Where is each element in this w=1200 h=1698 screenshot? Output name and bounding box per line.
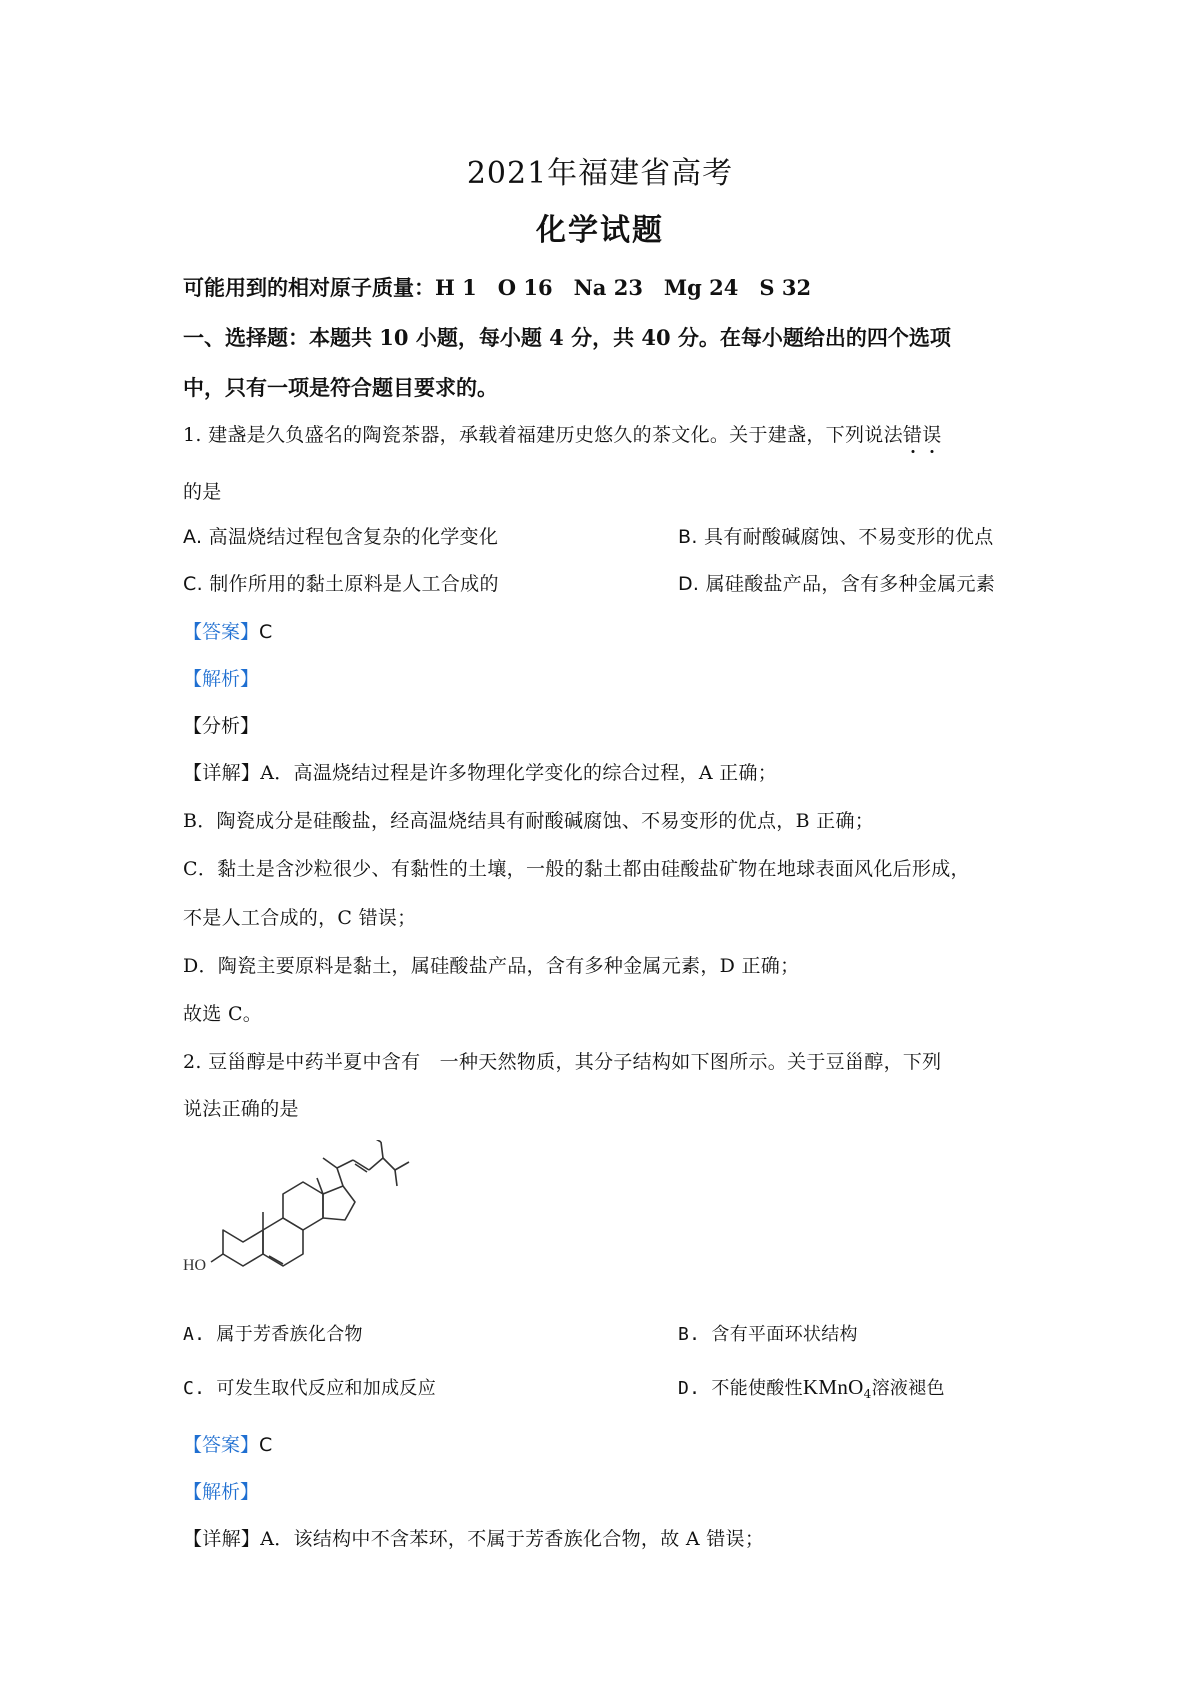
q1-emphasis-char-2: 误 <box>922 424 942 446</box>
q2-stem-line1: 2. 豆甾醇是中药半夏中含有 一种天然物质，其分子结构如下图所示。关于豆甾醇，下列 <box>183 1051 942 1073</box>
kmno4-subscript: 4 <box>863 1387 872 1401</box>
q2-stem-line2: 说法正确的是 <box>183 1098 299 1120</box>
analysis-tag: 【解析】 <box>183 668 260 690</box>
answer-tag: 【答案】 <box>183 1434 260 1456</box>
page-subtitle: 化学试题 <box>536 213 664 248</box>
q1-stem-line2: 的是 <box>183 481 222 503</box>
q1-detail-d: D．陶瓷主要原料是黏土，属硅酸盐产品，含有多种金属元素，D 正确； <box>183 955 800 977</box>
answer-tag: 【答案】 <box>183 621 260 643</box>
q2-option-d: D. 不能使酸性KMnO$_4$溶液褪色 <box>678 1375 945 1401</box>
section-heading-line2: 中，只有一项是符合题目要求的。 <box>183 375 498 400</box>
fenxi-tag: 【分析】 <box>183 715 260 737</box>
q1-option-d: D. 属硅酸盐产品，含有多种金属元素 <box>678 573 996 595</box>
kmno4-formula: KMnO <box>802 1375 864 1399</box>
q1-option-b: B. 具有耐酸碱腐蚀、不易变形的优点 <box>678 526 994 548</box>
q1-detail-a: 【详解】A．高温烧结过程是许多物理化学变化的综合过程，A 正确； <box>183 762 778 784</box>
q2-option-c: C. 可发生取代反应和加成反应 <box>183 1378 437 1399</box>
q1-option-a: A. 高温烧结过程包含复杂的化学变化 <box>183 526 499 548</box>
q1-emphasis-char-1: 错 <box>902 424 923 446</box>
q1-conclusion: 故选 C。 <box>183 1003 263 1025</box>
ring-b <box>263 1218 303 1266</box>
q1-detail-b: B．陶瓷成分是硅酸盐，经高温烧结具有耐酸碱腐蚀、不易变形的优点，B 正确； <box>183 810 875 832</box>
answer-value: C <box>259 1434 273 1456</box>
detail-tag: 【详解】 <box>183 1528 261 1550</box>
ho-label: HO <box>183 1257 207 1274</box>
q2-option-a: A. 属于芳香族化合物 <box>183 1324 363 1345</box>
page-title: 2021年福建省高考 <box>466 156 734 191</box>
detail-tag: 【详解】 <box>183 762 261 784</box>
answer-value: C <box>259 621 273 643</box>
q1-detail-c2: 不是人工合成的，C 错误； <box>183 907 417 929</box>
q1-answer-line <box>183 617 272 644</box>
ring-c <box>283 1182 323 1230</box>
atomic-masses: 可能用到的相对原子质量：H 1 O 16 Na 23 Mg 24 S 32 <box>183 275 812 300</box>
q1-stem-text: 1. 建盏是久负盛名的陶瓷茶器，承载着福建历史悠久的茶文化。关于建盏，下列说法 <box>183 424 903 446</box>
ring-d <box>323 1186 355 1220</box>
q1-stem-line1 <box>183 420 942 447</box>
analysis-tag: 【解析】 <box>183 1481 260 1503</box>
section-heading-line1: 一、选择题：本题共 10 小题，每小题 4 分，共 40 分。在每小题给出的四个选项 <box>183 325 951 350</box>
q2-detail-a: 【详解】A．该结构中不含苯环，不属于芳香族化合物，故 A 错误； <box>183 1528 765 1550</box>
ring-a <box>223 1230 263 1266</box>
molecule-diagram <box>183 1140 433 1305</box>
q1-detail-c1: C．黏土是含沙粒很少、有黏性的土壤，一般的黏土都由硅酸盐矿物在地球表面风化后形成， <box>183 858 970 880</box>
q2-answer-line <box>183 1430 272 1457</box>
q1-option-c: C. 制作所用的黏土原料是人工合成的 <box>183 573 499 595</box>
stigmasterol-structure-figure <box>183 1140 433 1305</box>
q2-option-b: B. 含有平面环状结构 <box>678 1324 858 1345</box>
